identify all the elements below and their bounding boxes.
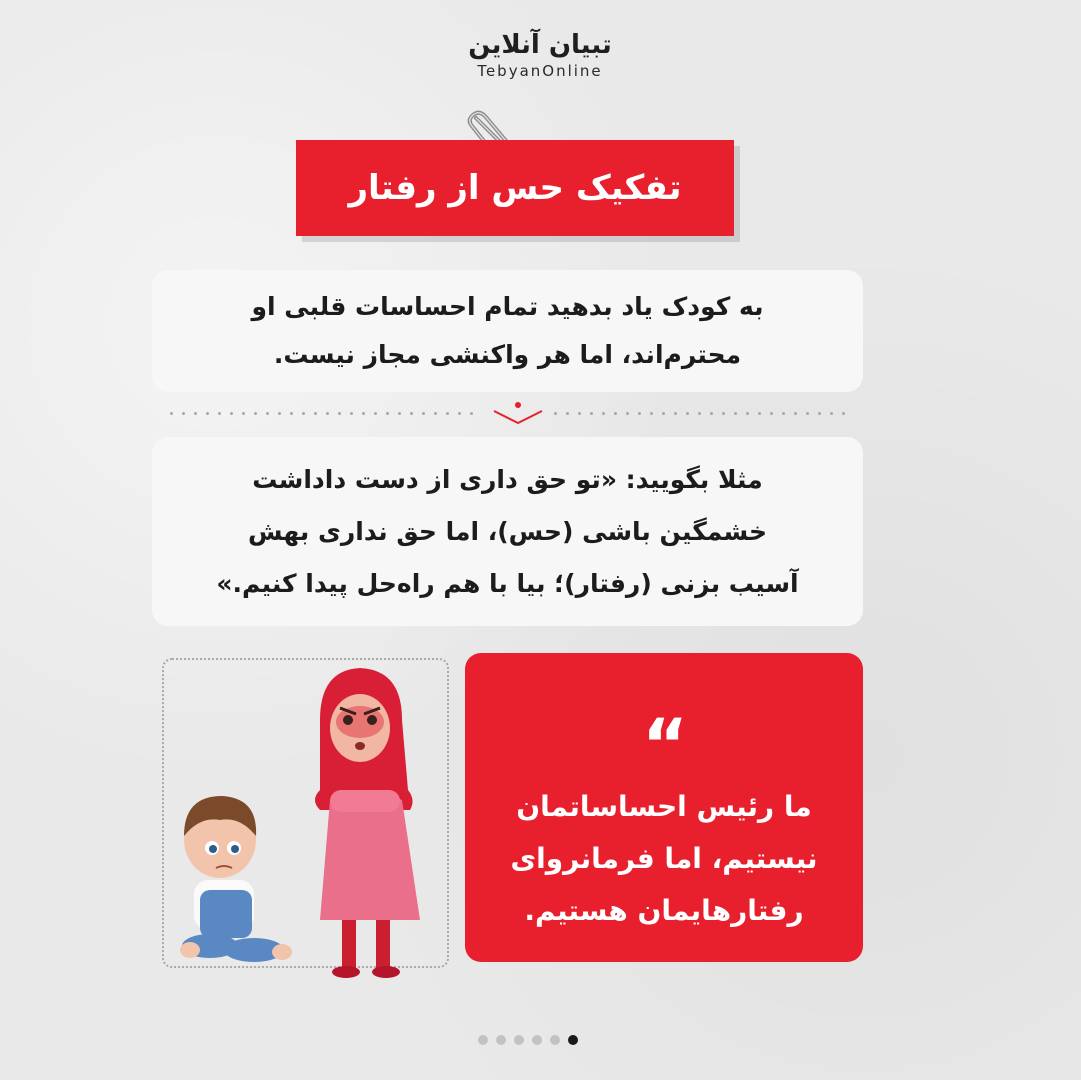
divider-dot bbox=[302, 412, 305, 415]
divider-dot bbox=[398, 412, 401, 415]
divider-dot bbox=[278, 412, 281, 415]
brand-name-en: TebyanOnline bbox=[477, 62, 603, 80]
divider-dot bbox=[602, 412, 605, 415]
divider-dot bbox=[626, 412, 629, 415]
brand-logo bbox=[440, 28, 640, 80]
divider-dot bbox=[662, 412, 665, 415]
pagination-dot[interactable] bbox=[568, 1035, 578, 1045]
quote-line: رفتارهایمان هستیم. bbox=[524, 894, 804, 927]
angry-girl-and-boy-illustration bbox=[170, 650, 450, 990]
divider-dot bbox=[230, 412, 233, 415]
brand-name-fa: تبیان آنلاین bbox=[468, 30, 612, 60]
divider-dot bbox=[374, 412, 377, 415]
divider-dot bbox=[182, 412, 185, 415]
divider-dot bbox=[242, 412, 245, 415]
divider-dot bbox=[770, 412, 773, 415]
example-card bbox=[152, 437, 863, 626]
divider-dot bbox=[590, 412, 593, 415]
pagination-dot[interactable] bbox=[514, 1035, 524, 1045]
divider-dot bbox=[578, 412, 581, 415]
divider-dot bbox=[830, 412, 833, 415]
divider-dot bbox=[470, 412, 473, 415]
divider-dot bbox=[446, 412, 449, 415]
divider-dot bbox=[842, 412, 845, 415]
divider-dot bbox=[698, 412, 701, 415]
example-line: خشمگین باشی (حس)، اما حق نداری بهش bbox=[248, 516, 767, 546]
divider-dot bbox=[410, 412, 413, 415]
divider-dot bbox=[434, 412, 437, 415]
divider-dot bbox=[326, 412, 329, 415]
divider-dot bbox=[674, 412, 677, 415]
intro-card bbox=[152, 270, 863, 392]
quote-line: ما رئیس احساساتمان bbox=[516, 790, 812, 823]
divider-dot bbox=[782, 412, 785, 415]
divider-dot bbox=[722, 412, 725, 415]
divider-dot bbox=[314, 412, 317, 415]
divider-dot bbox=[734, 412, 737, 415]
pagination-dot[interactable] bbox=[478, 1035, 488, 1045]
chevron-down-icon bbox=[492, 399, 544, 427]
divider-dot bbox=[170, 412, 173, 415]
quote-mark-icon: “ bbox=[641, 704, 688, 786]
quote-card bbox=[465, 653, 863, 962]
divider-dot bbox=[758, 412, 761, 415]
divider-dot bbox=[218, 412, 221, 415]
quote-line: نیستیم، اما فرمانروای bbox=[510, 842, 818, 875]
divider-dot bbox=[206, 412, 209, 415]
divider-dot bbox=[710, 412, 713, 415]
divider-dot bbox=[746, 412, 749, 415]
divider-dot bbox=[650, 412, 653, 415]
divider-dot bbox=[554, 412, 557, 415]
title-banner bbox=[296, 140, 734, 236]
slide-pagination bbox=[478, 1035, 578, 1047]
pagination-dot[interactable] bbox=[496, 1035, 506, 1045]
pagination-dot[interactable] bbox=[532, 1035, 542, 1045]
divider-dot bbox=[686, 412, 689, 415]
divider-dot bbox=[638, 412, 641, 415]
divider-dot bbox=[194, 412, 197, 415]
pagination-dot[interactable] bbox=[550, 1035, 560, 1045]
divider-dot bbox=[254, 412, 257, 415]
divider-dot bbox=[794, 412, 797, 415]
divider-dot bbox=[290, 412, 293, 415]
example-line: مثلا بگویید: «تو حق داری از دست داداشت bbox=[252, 464, 763, 494]
intro-line: به کودک یاد بدهید تمام احساسات قلبی او bbox=[251, 292, 764, 321]
divider-dot bbox=[338, 412, 341, 415]
intro-line: محترم‌اند، اما هر واکنشی مجاز نیست. bbox=[273, 340, 742, 369]
divider-dot bbox=[386, 412, 389, 415]
divider-dot bbox=[350, 412, 353, 415]
divider-dot bbox=[458, 412, 461, 415]
example-line: آسیب بزنی (رفتار)؛ بیا با هم راه‌حل پیدا کنیم.» bbox=[216, 568, 799, 598]
divider-dot bbox=[266, 412, 269, 415]
divider-dot bbox=[614, 412, 617, 415]
divider-dot bbox=[362, 412, 365, 415]
divider-dot bbox=[818, 412, 821, 415]
divider-dot bbox=[806, 412, 809, 415]
divider-dot bbox=[422, 412, 425, 415]
divider-dot bbox=[566, 412, 569, 415]
page-title: تفکیک حس از رفتار bbox=[348, 168, 682, 208]
